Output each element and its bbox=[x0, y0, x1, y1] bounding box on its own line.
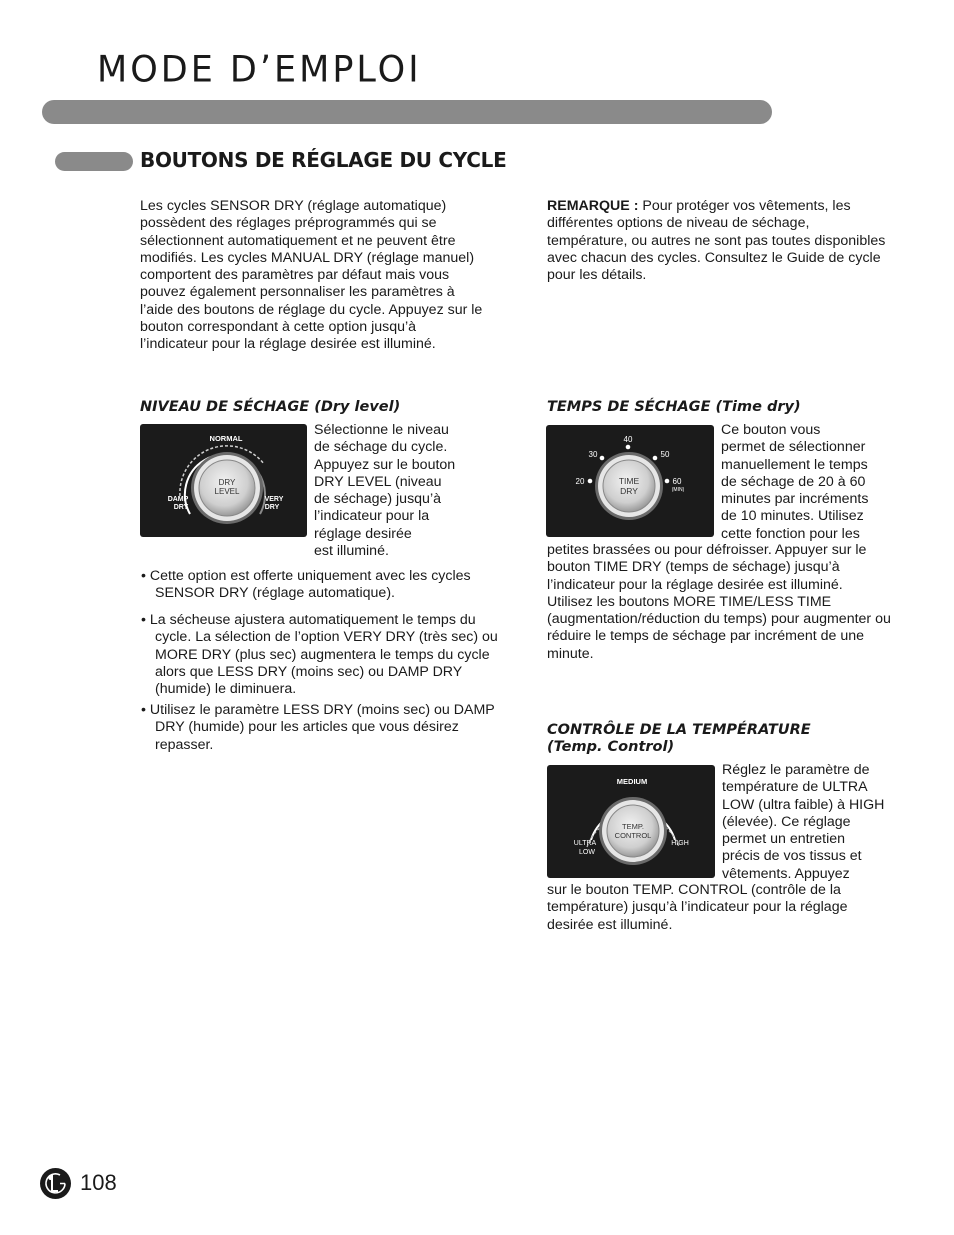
temp-control-panel bbox=[547, 765, 715, 878]
time-dry-side-line: cette fonction pour les bbox=[721, 525, 860, 542]
temp-control-heading-line2: (Temp. Control) bbox=[547, 739, 675, 755]
time-dry-side-line: permet de sélectionner bbox=[721, 439, 866, 456]
dry-level-panel bbox=[140, 424, 307, 537]
dry-level-label-normal: NORMAL bbox=[209, 434, 243, 443]
temp-control-button-line2: CONTROL bbox=[614, 831, 652, 840]
dry-level-label-damp1: DAMP bbox=[167, 496, 189, 503]
dry-level-side-line: est illuminé. bbox=[314, 543, 389, 560]
time-dry-button-line1: TIME bbox=[618, 476, 640, 486]
remark-label: REMARQUE : bbox=[547, 198, 639, 214]
time-dry-panel bbox=[546, 425, 714, 537]
dry-level-bullet-2: • La sécheuse ajustera automatiquement le temps du cycle. La sélection de l’option VERY DRY (très sec) ou MORE DRY (plus sec) augmentera le temps du cycle alors que LESS DRY (moins sec) ou DAMP DRY (humide) le diminuera. bbox=[141, 612, 498, 698]
temp-control-side-line: vêtements. Appuyez bbox=[722, 865, 850, 882]
section-heading: BOUTONS DE RÉGLAGE DU CYCLE bbox=[140, 148, 507, 172]
time-dry-side-line: manuellement le temps bbox=[721, 456, 868, 473]
dry-level-side-line: l’indicateur pour la bbox=[314, 508, 430, 525]
temp-control-side-line: (élevée). Ce réglage bbox=[722, 813, 851, 830]
time-dry-side-line: Ce bouton vous bbox=[721, 422, 821, 438]
dry-level-heading: NIVEAU DE SÉCHAGE (Dry level) bbox=[140, 399, 401, 415]
temp-control-side-line: Réglez le paramètre de bbox=[722, 762, 870, 778]
dry-level-side-line: Sélectionne le niveau bbox=[314, 422, 449, 438]
temp-control-heading bbox=[547, 722, 811, 756]
dry-level-side-line: DRY LEVEL (niveau bbox=[314, 473, 442, 490]
lg-logo bbox=[39, 1167, 72, 1200]
dry-level-label-damp2: DRY bbox=[173, 504, 189, 511]
time-dry-side-line: de séchage de 20 à 60 bbox=[721, 473, 866, 490]
dry-level-side-line: réglage desirée bbox=[314, 525, 412, 542]
remark-paragraph bbox=[547, 198, 892, 284]
temp-control-button-line1: TEMP. bbox=[622, 822, 644, 831]
time-dry-side-line: de 10 minutes. Utilisez bbox=[721, 508, 864, 525]
dry-level-side-line: de séchage) jusqu’à bbox=[314, 491, 441, 508]
dry-level-side-line: de séchage du cycle. bbox=[314, 439, 448, 456]
dry-level-button-line1: DRY bbox=[218, 478, 236, 487]
time-dry-paragraph: petites brassées ou pour défroisser. Appuyer sur le bouton TIME DRY (temps de séchage) jusqu’à l’indicateur pour la réglage desirée est illuminé. Utilisez les boutons MORE TIME/LESS TIME (augmentation/réduction du temps) pour augmenter ou réduire le temps de séchage par incrément de une minute. bbox=[547, 542, 891, 662]
intro-paragraph: Les cycles SENSOR DRY (réglage automatique) possèdent des réglages préprogrammés qui se sélectionnent automatiquement et ne peuvent être modifiés. Les cycles MANUAL DRY (réglage manuel) comportent des paramètres par défaut mais vous pouvez également personnaliser les paramètres à l’aide des boutons de réglage du cycle. Appuyez sur le bouton correspondant à cette option jusqu’à l’indicateur pour la réglage desirée est illuminé. bbox=[140, 198, 483, 353]
dry-level-button-line2: LEVEL bbox=[214, 487, 240, 496]
temp-control-label-ultra2: LOW bbox=[579, 849, 595, 856]
dry-level-label-very2: DRY bbox=[264, 504, 280, 511]
dry-level-bullet-1: • Cette option est offerte uniquement avec les cycles SENSOR DRY (réglage automatique). bbox=[141, 568, 471, 602]
dry-level-side-line: Appuyez sur le bouton bbox=[314, 456, 456, 473]
page-number: 108 bbox=[80, 1170, 117, 1195]
temp-control-label-medium: MEDIUM bbox=[616, 777, 648, 786]
time-dry-mark-20: 20 bbox=[575, 477, 585, 486]
temp-control-side-text bbox=[722, 762, 907, 883]
title-bar bbox=[42, 100, 772, 124]
time-dry-side-line: minutes par incréments bbox=[721, 491, 869, 508]
dry-level-side-text bbox=[314, 422, 489, 560]
time-dry-mark-30: 30 bbox=[588, 450, 598, 459]
remark-text: Pour protéger vos vêtements, les différentes options de niveau de séchage, température, ou autres ne sont pas toutes disponibles avec chacun des cycles. Consultez le Guide de cycle pour les détails. bbox=[547, 198, 886, 284]
temp-control-heading-line1: CONTRÔLE DE LA TEMPÉRATURE bbox=[547, 722, 811, 738]
temp-control-side-line: LOW (ultra faible) à HIGH bbox=[722, 796, 885, 813]
time-dry-side-text bbox=[721, 422, 901, 543]
section-pill bbox=[55, 152, 133, 171]
time-dry-heading: TEMPS DE SÉCHAGE (Time dry) bbox=[547, 399, 801, 415]
time-dry-unit: (MIN) bbox=[671, 487, 685, 493]
temp-control-label-high: HIGH bbox=[671, 840, 689, 847]
temp-control-side-line: précis de vos tissus et bbox=[722, 848, 862, 865]
time-dry-button-line2: DRY bbox=[620, 486, 638, 496]
temp-control-side-line: température de ULTRA bbox=[722, 779, 868, 796]
dry-level-bullet-3: • Utilisez le paramètre LESS DRY (moins sec) ou DAMP DRY (humide) pour les articles que vous désirez repasser. bbox=[141, 702, 495, 753]
page-title: MODE D’EMPLOI bbox=[97, 49, 422, 91]
time-dry-mark-60: 60 bbox=[672, 477, 682, 486]
time-dry-mark-50: 50 bbox=[660, 450, 670, 459]
time-dry-mark-40: 40 bbox=[623, 435, 633, 444]
temp-control-paragraph: sur le bouton TEMP. CONTROL (contrôle de la température) jusqu’à l’indicateur pour la réglage desirée est illuminé. bbox=[547, 882, 848, 933]
temp-control-side-line: permet un entretien bbox=[722, 831, 846, 848]
dry-level-label-very1: VERY bbox=[264, 496, 284, 503]
temp-control-label-ultra1: ULTRA bbox=[573, 840, 597, 847]
